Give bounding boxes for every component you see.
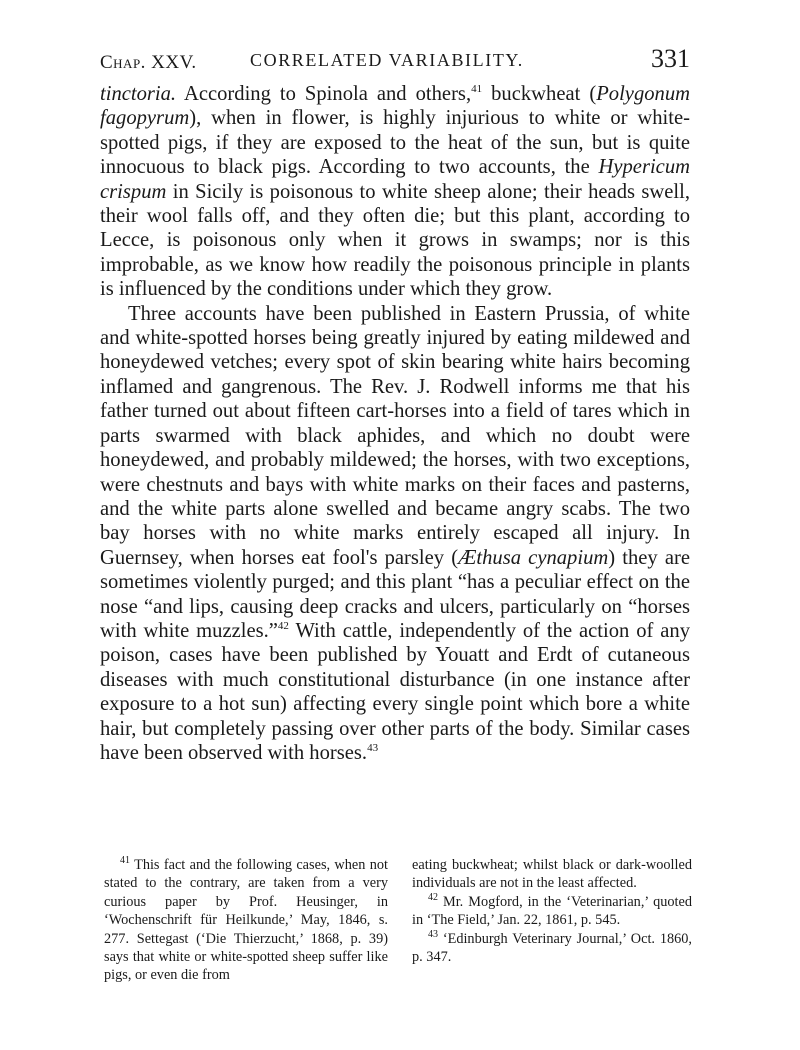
footnote-41-continued: eating buckwheat; whilst black or dark-woolled individuals are not in the least affected. — [412, 857, 692, 892]
text-run: buckwheat ( — [482, 83, 597, 105]
footnote-text: ‘Edinburgh Veterinary Journal,’ Oct. 1860, p. 347. — [412, 930, 692, 966]
paragraph-1 — [100, 82, 690, 302]
chapter-label: Chap. XXV. — [100, 52, 197, 73]
running-head — [100, 44, 690, 80]
text-run: Three accounts have been published in Eastern Prussia, of white and white-spotted horses being greatly injured by eating mildewed and honeydewed vetches; every spot of skin bearing white hairs becoming inflamed and gangrenous. The Rev. J. Rodwell informs me that his father turned out about fifteen cart-horses into a field of tares which in parts swarmed with black aphides, and which no doubt were honeydewed, and probably mildewed; the horses, with two exceptions, were chestnuts and bays with white marks on their faces and pasterns, and the white parts alone swelled and became angry scabs. The two bay horses with no white marks entirely escaped all injury. In Guernsey, when horses eat fool's parsley ( — [100, 302, 690, 569]
text-run: ), when in flower, is highly injurious to white or white-spotted pigs, if they are exposed to the heat of the sun, but is quite innocuous to black pigs. According to two accounts, the — [100, 107, 690, 179]
footnote-text: This fact and the following cases, when not stated to the contrary, are taken from a very curious paper by Prof. Heusinger, in ‘Wochenschrift für Heilkunde,’ May, 1846, s. 277. Settegast (‘Die Thierzucht,’ 1868, p. 39) says that white or white-spotted sheep suffer like pigs, or even die from — [104, 857, 388, 984]
footnote-column-left — [104, 856, 388, 985]
paragraph-2 — [100, 302, 690, 766]
text-run: ) they are sometimes violently purged; and this plant “has a peculiar effect on the nose “and lips, causing deep cracks and ulcers, particularly on “horses with white muzzles.” — [100, 546, 691, 642]
footnote-42 — [412, 893, 692, 930]
italic-term: Polygonum fagopyrum — [100, 83, 691, 130]
italic-term: Æthusa cynapium — [458, 546, 609, 569]
footnote-ref-42[interactable]: 42 — [277, 620, 289, 633]
italic-term: Hypericum crispum — [100, 156, 690, 203]
page-number: 331 — [651, 44, 690, 73]
text-run: With cattle, independently of the action of any poison, cases have been published by Youatt and Erdt of cutaneous diseases with much constitutional disturbance (in one instance after exposure to a hot sun) affecting every single point which bore a white hair, but completely passing over other parts of the body. Similar cases have been observed with horses. — [100, 619, 690, 764]
italic-term: tinctoria. — [100, 83, 177, 105]
footnote-mark-41: 41 — [120, 855, 130, 867]
footnote-ref-41[interactable]: 41 — [471, 83, 483, 96]
footnote-mark-43: 43 — [428, 928, 438, 940]
footnote-text: Mr. Mogford, in the ‘Veterinarian,’ quoted in ‘The Field,’ Jan. 22, 1861, p. 545. — [412, 893, 692, 929]
footnote-mark-42: 42 — [428, 892, 438, 904]
body-text — [100, 82, 690, 765]
text-run: According to Spinola and others, — [176, 83, 472, 105]
footnote-41 — [104, 856, 388, 985]
footnote-43 — [412, 930, 692, 967]
footnote-ref-43[interactable]: 43 — [367, 742, 379, 755]
footnotes — [104, 856, 692, 996]
text-run: in Sicily is poisonous to white sheep alone; their heads swell, their wool falls off, and they often die; but this plant, according to Lecce, is poisonous only when it grows in swamps; nor is this improbable, as we know how readily the poisonous principle in plants is influenced by the conditions under which they grow. — [100, 180, 690, 301]
footnote-column-right — [412, 856, 692, 966]
chapter-title: CORRELATED VARIABILITY. — [250, 50, 524, 70]
